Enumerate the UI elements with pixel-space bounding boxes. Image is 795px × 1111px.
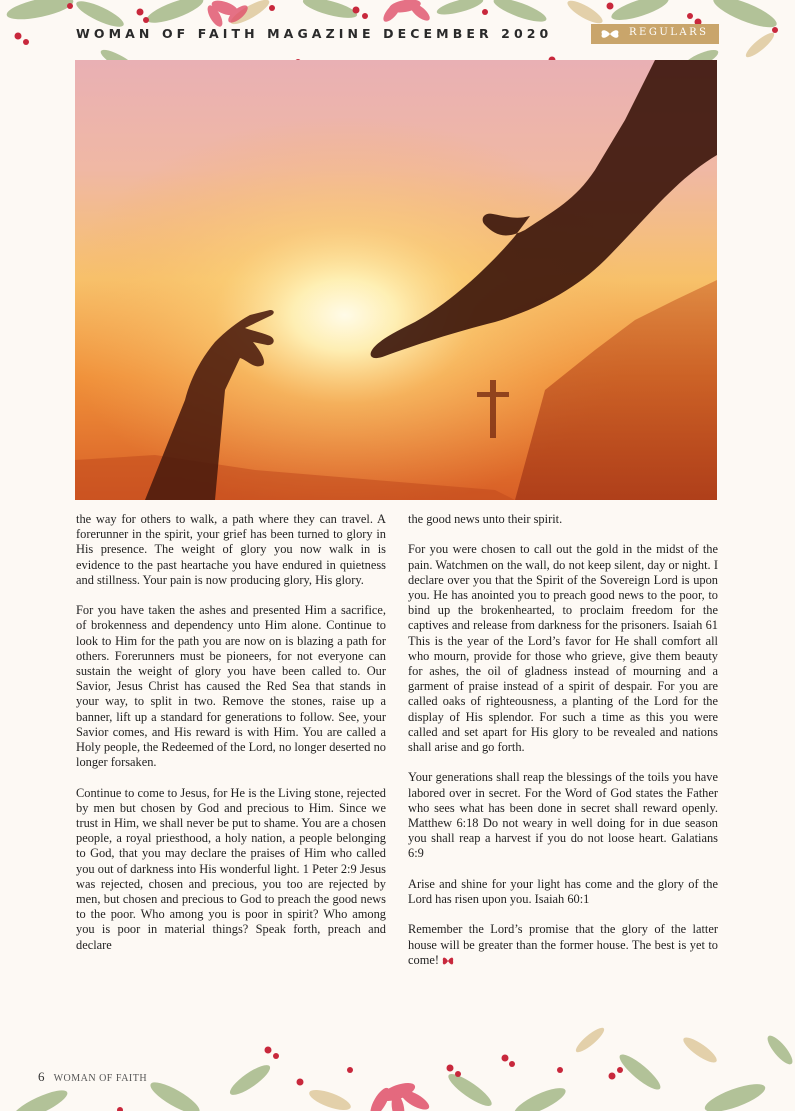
paragraph: Your generations shall reap the blessings of the toils you have labored over in secret. For the Word of God states the Father who sees what has been done in secret shall reward openly. Matthew 6:18 Do not weary in well doing for in due season you shall reap a harvest if you do not loose heart. Galatians 6:9 — [408, 770, 718, 861]
paragraph: Continue to come to Jesus, for He is the Living stone, rejected by men but chosen by God and precious to Him. Since we trust in Him, we shall never be put to shame. You are a chosen people, a royal priesthood, a holy nation, a people belonging to God, that you may declare the praises of Him who called you out of darkness into His wonderful light. 1 Peter 2:9 Jesus was rejected, chosen and precious, you too are rejected by men, but chosen and precious to God to preach the good news to the poor. Who among you is poor in spirit? Who among you is poor in material things? Speak forth, preach and declare — [76, 785, 386, 952]
paragraph: Arise and shine for your light has come and the glory of the Lord has risen upon you. Isaiah 60:1 — [408, 876, 718, 907]
butterfly-icon — [442, 956, 454, 966]
hero-image — [75, 60, 717, 500]
bottom-floral-decoration — [0, 1010, 795, 1111]
magazine-title: WOMAN OF FAITH MAGAZINE DECEMBER 2020 — [76, 26, 553, 41]
paragraph: For you have taken the ashes and presented Him a sacrifice, of brokenness and dependency unto Him alone. Continue to look to Him for the path you are now on is blazing a path for others. Forerunners must be pioneers, for not everyone can sustain the weight of glory you have been called to. Our Savior, Jesus Christ has caused the Red Sea that stands in your way, to split in two. Remove the stones, raise up a banner, lift up a standard for generations to follow. See, your Savior comes, and His reward is with Him. You are called a Holy people, the Redeemed of the Lord, no longer deserted no longer forsaken. — [76, 603, 386, 770]
article-column-right — [408, 512, 718, 983]
paragraph: the way for others to walk, a path where they can travel. A forerunner in the spirit, your grief has been turned to glory in His presence. The weight of glory you now walk in is evidence to the past heartache you have endured in quietness and stillness. Your pain is now producing glory, His glory. — [76, 512, 386, 587]
page-footer — [38, 1066, 147, 1085]
paragraph: For you were chosen to call out the gold in the midst of the pain. Watchmen on the wall, do not keep silent, day or night. I declare over you that the Spirit of the Sovereign Lord is upon you. He has anointed you to preach good news to the poor, to bind up the brokenhearted, to proclaim freedom for the captives and release from darkness for the prisoners. Isaiah 61 This is the year of the Lord’s favor for He shall comfort all who mourn, provide for those who grieve, give them beauty for ashes, the oil of gladness instead of mourning and a garment of praise instead of a spirit of despair. For you are called oaks of righteousness, a planting of the Lord for the display of His splendor. For such a time as this you were called and set apart for His glory to be revealed and nations shall arise and go forth. — [408, 542, 718, 755]
butterfly-icon — [599, 28, 621, 40]
section-tag-label: REGULARS — [629, 27, 709, 38]
magazine-header — [76, 24, 716, 46]
page-number: 6 — [38, 1069, 45, 1084]
paragraph: the good news unto their spirit. — [408, 512, 563, 526]
section-tag — [591, 24, 719, 44]
closing-sentence: Remember the Lord’s promise that the glory of the latter house will be greater than the former house. The best is yet to come! — [408, 922, 718, 967]
sunset-hands-illustration — [75, 60, 717, 500]
article-column-left — [76, 512, 386, 968]
paragraph — [408, 922, 718, 968]
footer-brand: WOMAN OF FAITH — [53, 1073, 148, 1084]
